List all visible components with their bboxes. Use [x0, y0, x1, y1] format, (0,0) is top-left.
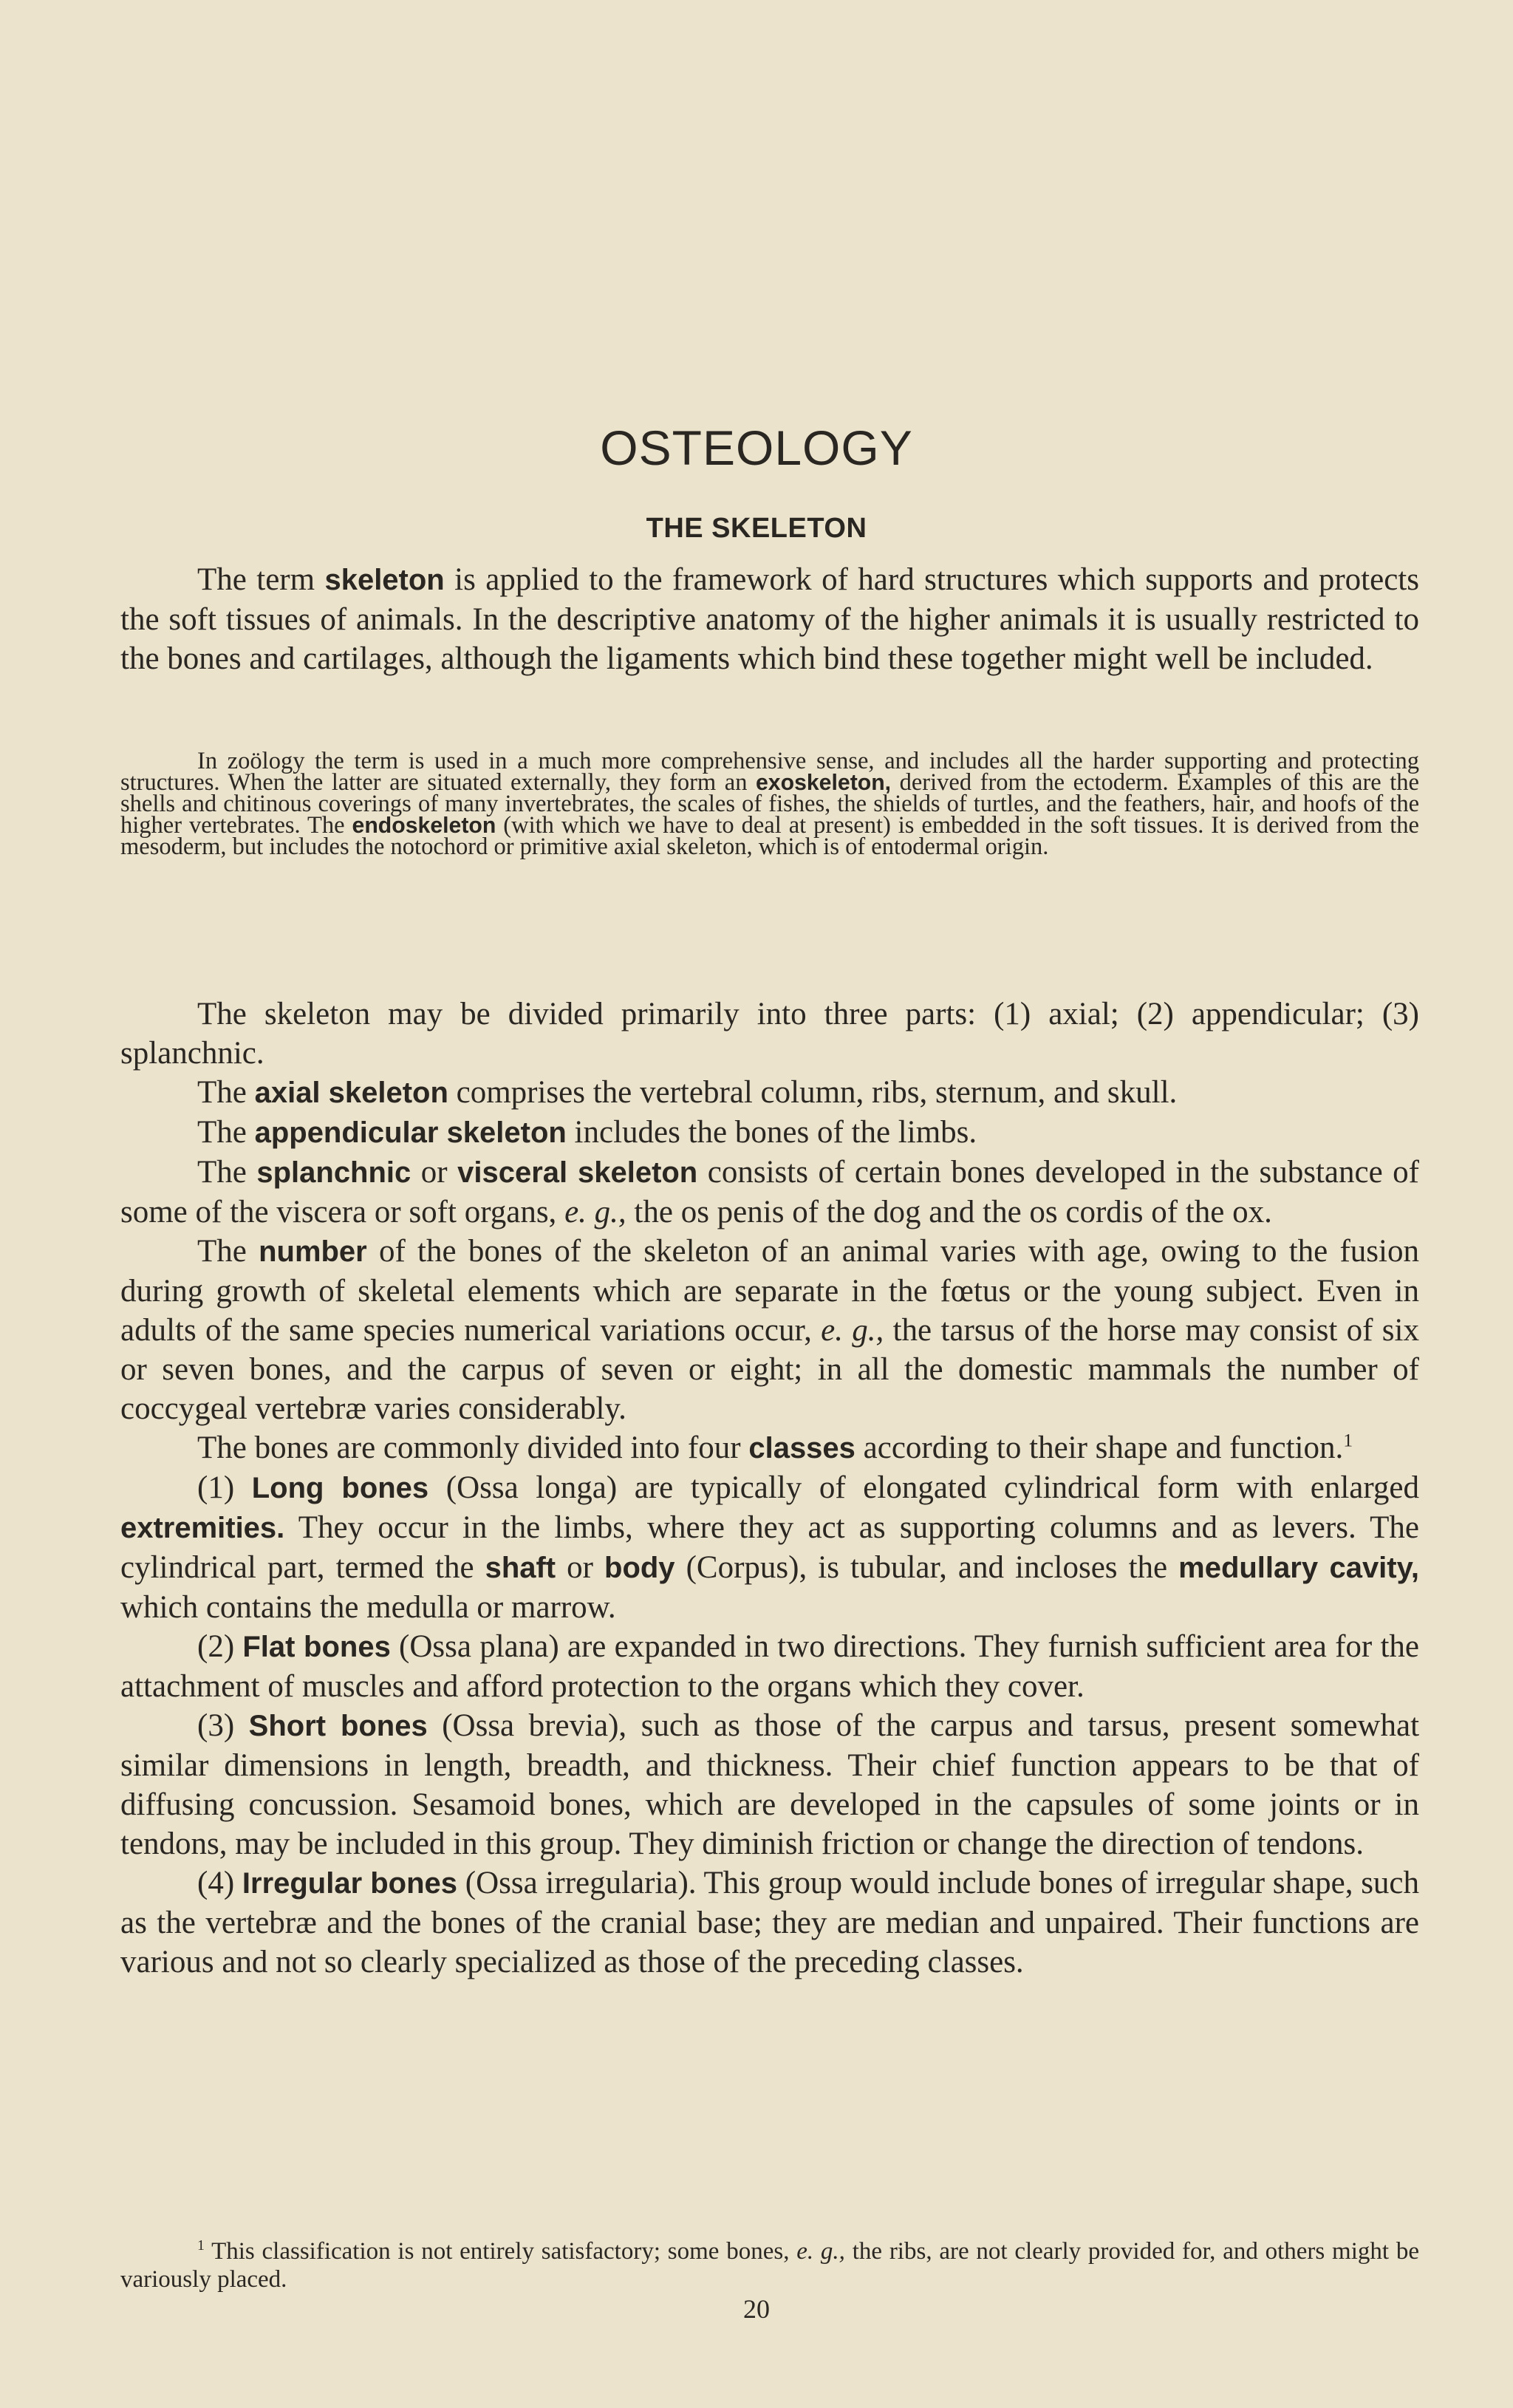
paragraph-skeleton-definition: The term skeleton is applied to the framework of hard structures which supports and protects the soft tissues of animals. In the descriptive anatomy of the higher animals it is usually restricted to the bones and cartilages, although the ligaments which bind these together might well be included.: [120, 562, 1419, 676]
paragraph-appendicular: The appendicular skeleton includes the bones of the limbs.: [197, 1115, 977, 1150]
footnote-text: $^1$ This classification is not entirely satisfactory; some bones, e. g., the ribs, are not clearly provided for, and others might be variously placed.: [120, 2237, 1419, 2293]
paragraph-classes: The bones are commonly divided into four classes according to their shape and function.$^1$: [197, 1429, 1353, 1465]
small-print-note: [120, 748, 1419, 860]
paragraph-short-bones: (3) Short bones (Ossa brevia), such as those of the carpus and tarsus, present somewhat similar dimensions in length, breadth, and thickness. Their chief function appears to be that of diffusing concussion. Sesamoid bones, which are developed in the capsules of some joints or in tendons, may be included in this group. They diminish friction or change the direction of tendons.: [120, 1708, 1420, 1861]
page-title: OSTEOLOGY: [600, 420, 913, 475]
paragraph-axial: The axial skeleton comprises the vertebral column, ribs, sternum, and skull.: [197, 1075, 1178, 1110]
page-number: 20: [743, 2294, 770, 2324]
paragraph-zoology-note: In zoölogy the term is used in a much more comprehensive sense, and includes all the harder supporting and protecting structures. When the latter are situated externally, they form an exoskeleton, derived from the ectoderm. Examples of this are the shells and chitinous coverings of many invertebrates, the scales of fishes, the shields of turtles, and the feathers, hair, and hoofs of the higher vertebrates. The endoskeleton (with which we have to deal at present) is embedded in the soft tissues. It is derived from the mesoderm, but includes the notochord or primitive axial skeleton, which is of entodermal origin.: [120, 748, 1419, 860]
paragraph-splanchnic: The splanchnic or visceral skeleton consists of certain bones developed in the substance of some of the viscera or soft organs, e. g., the os penis of the dog and the os cordis of the ox.: [120, 1155, 1420, 1229]
paragraph-divisions: The skeleton may be divided primarily into three parts: (1) axial; (2) appendicular; (3) splanchnic.: [120, 997, 1419, 1071]
intro-paragraph: [120, 560, 1419, 678]
section-heading: THE SKELETON: [646, 513, 867, 544]
main-body: [120, 995, 1419, 1982]
paragraph-long-bones: (1) Long bones (Ossa longa) are typically of elongated cylindrical form with enlarged extremities. They occur in the limbs, where they act as supporting columns and as levers. The cylindrical part, termed the shaft or body (Corpus), is tubular, and incloses the medullary cavity, which contains the medulla or marrow.: [120, 1470, 1419, 1625]
footnote: [120, 2237, 1419, 2293]
paragraph-number: The number of the bones of the skeleton of an animal varies with age, owing to the fusion during growth of skeletal elements which are separate in the fœtus or the young subject. Even in adults of the same species numerical variations occur, e. g., the tarsus of the horse may consist of six or seven bones, and the carpus of seven or eight; in all the domestic mammals the number of coccygeal vertebræ varies considerably.: [120, 1234, 1419, 1426]
paragraph-irregular-bones: (4) Irregular bones (Ossa irregularia). This group would include bones of irregular shape, such as the vertebræ and the bones of the cranial base; they are median and unpaired. Their functions are various and not so clearly specialized as those of the preceding classes.: [120, 1866, 1420, 1979]
paragraph-flat-bones: (2) Flat bones (Ossa plana) are expanded in two directions. They furnish sufficient area for the attachment of muscles and afford protection to the organs which they cover.: [120, 1629, 1419, 1704]
